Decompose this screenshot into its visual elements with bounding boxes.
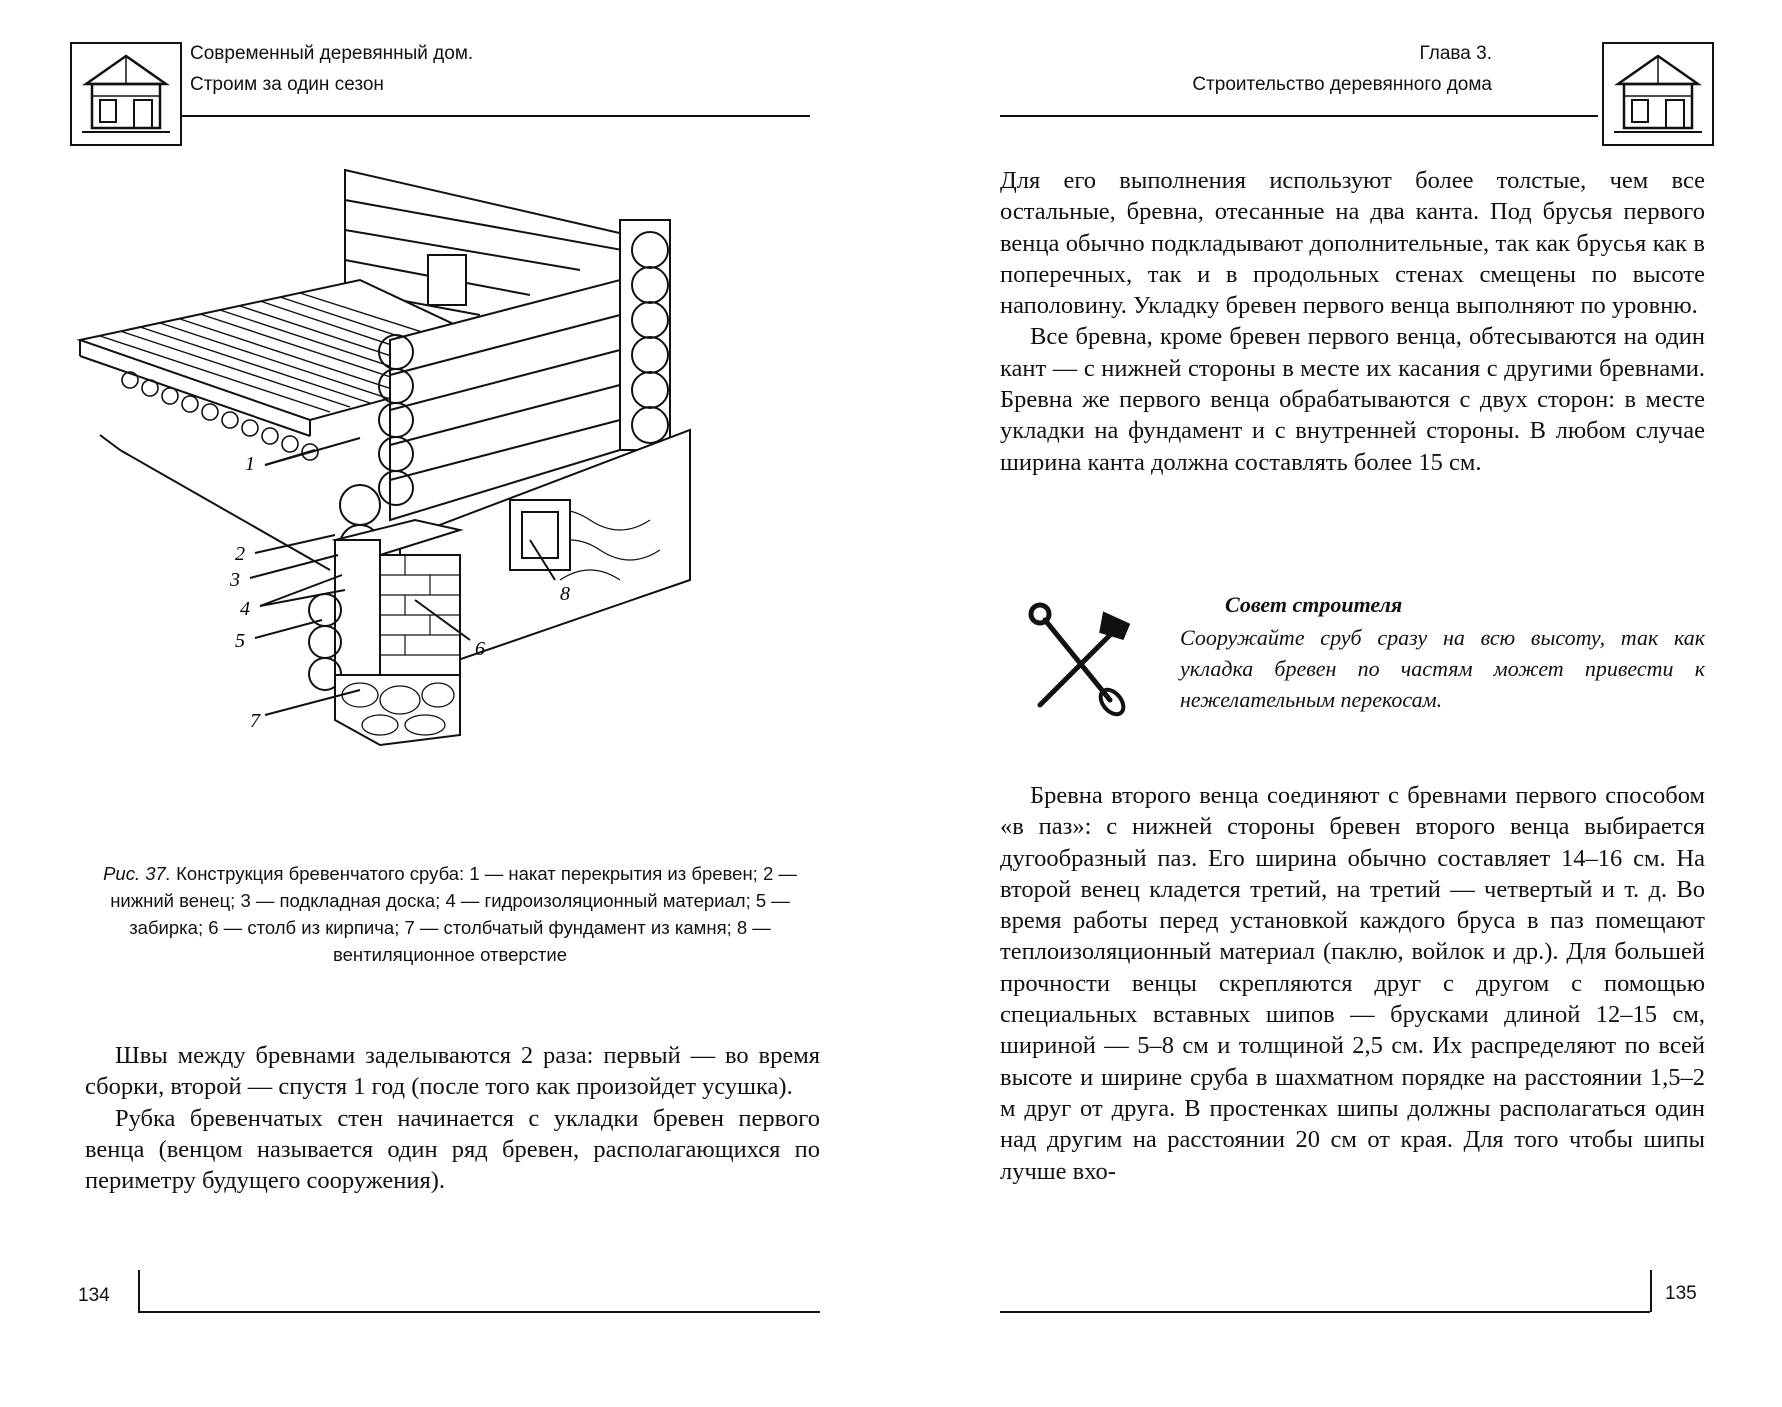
header-rule: [1000, 115, 1598, 117]
book-subtitle: Строим за один сезон: [190, 74, 384, 95]
callout-3: 3: [230, 569, 240, 591]
right-body-text-top: [1000, 165, 1705, 478]
page-number: 134: [78, 1285, 110, 1306]
paragraph: Бревна второго венца соединяют с бревнами первого способом «в паз»: с нижней стороны бревен второго венца выбирается дугообразный паз. Его ширина обычно составляет 14–16 см. На второй венец кладется третий, на третий — четвертый и т. д. Во время работы перед установкой каждого бруса в паз помещают теплоизоляционный материал (паклю, войлок и др.). Для большей прочности венцы скрепляются друг с другом с помощью специальных вставных шипов — брусками длиной 12–15 см, шириной — 5–8 см и толщиной 2,5 см. Их распределяют по всей высоте и ширине сруба в шахматном порядке на расстоянии 1,5–2 м друг от друга. В простенках шипы должны располагаться один над другим на расстоянии 20 см от края. Для того чтобы шипы лучше вхо-: [1000, 782, 1705, 1185]
house-logo-icon: [70, 42, 182, 146]
callout-4: 4: [240, 598, 250, 620]
chapter-title: Строительство деревянного дома: [1192, 74, 1492, 95]
page-number: 135: [1665, 1283, 1697, 1304]
wrench-hammer-icon: [1020, 600, 1140, 720]
callout-2: 2: [235, 543, 245, 565]
right-body-text-bottom: [1000, 780, 1705, 1187]
callout-7: 7: [250, 710, 260, 732]
left-body-text: [85, 1040, 820, 1196]
figure-caption-text: Конструкция бревенчатого сруба: 1 — накат перекрытия из бревен; 2 — нижний венец; 3 — подкладная доска; 4 — гидроизоляционный материал; 5 — забирка; 6 — столб из кирпича; 7 — столбчатый фундамент из камня; 8 — вентиляционное отверстие: [110, 863, 797, 965]
figure-caption: [80, 860, 820, 968]
callout-1: 1: [245, 453, 255, 475]
log-frame-illustration: [60, 160, 840, 840]
paragraph: Рубка бревенчатых стен начинается с укладки бревен первого венца (венцом называется один ряд бревен, располагающихся по периметру будущего сооружения).: [85, 1104, 820, 1195]
right-page: [900, 0, 1782, 1407]
chapter-number: Глава 3.: [1419, 43, 1492, 64]
paragraph: Швы между бревнами заделываются 2 раза: первый — во время сборки, второй — спустя 1 год (после того как произойдет усушка).: [85, 1042, 820, 1101]
tip-text: Сооружайте сруб сразу на всю высоту, так как укладка бревен по частям может привести к нежелательным перекосам.: [1180, 625, 1705, 712]
footer-vertical-rule: [1650, 1270, 1652, 1312]
tip-title: Совет строителя: [1225, 592, 1403, 617]
callout-6: 6: [475, 638, 485, 660]
paragraph: Для его выполнения используют более толстые, чем все остальные, бревна, отесанные на два канта. Под брусья первого венца обычно подкладывают дополнительные, так как брусья как в поперечных, так и в продольных стенах смещены по высоте наполовину. Укладку бревен первого венца выполняют по уровню.: [1000, 167, 1705, 320]
running-header: [1140, 38, 1492, 100]
footer-vertical-rule: [138, 1270, 140, 1312]
footer-rule: [138, 1311, 820, 1313]
figure-label: Рис. 37.: [103, 863, 171, 884]
running-header: [190, 38, 473, 100]
callout-5: 5: [235, 630, 245, 652]
left-page: [0, 0, 880, 1407]
callout-8: 8: [560, 583, 570, 605]
header-rule: [180, 115, 810, 117]
paragraph: Все бревна, кроме бревен первого венца, обтесываются на один кант — с нижней стороны в месте их касания с другими бревнами. Бревна же первого венца обрабатываются с двух сторон: в месте укладки на фундамент и с внутренней стороны. В любом случае ширина канта должна составлять более 15 см.: [1000, 323, 1705, 476]
book-title: Современный деревянный дом.: [190, 43, 474, 64]
house-logo-icon: [1602, 42, 1714, 146]
footer-rule: [1000, 1311, 1650, 1313]
